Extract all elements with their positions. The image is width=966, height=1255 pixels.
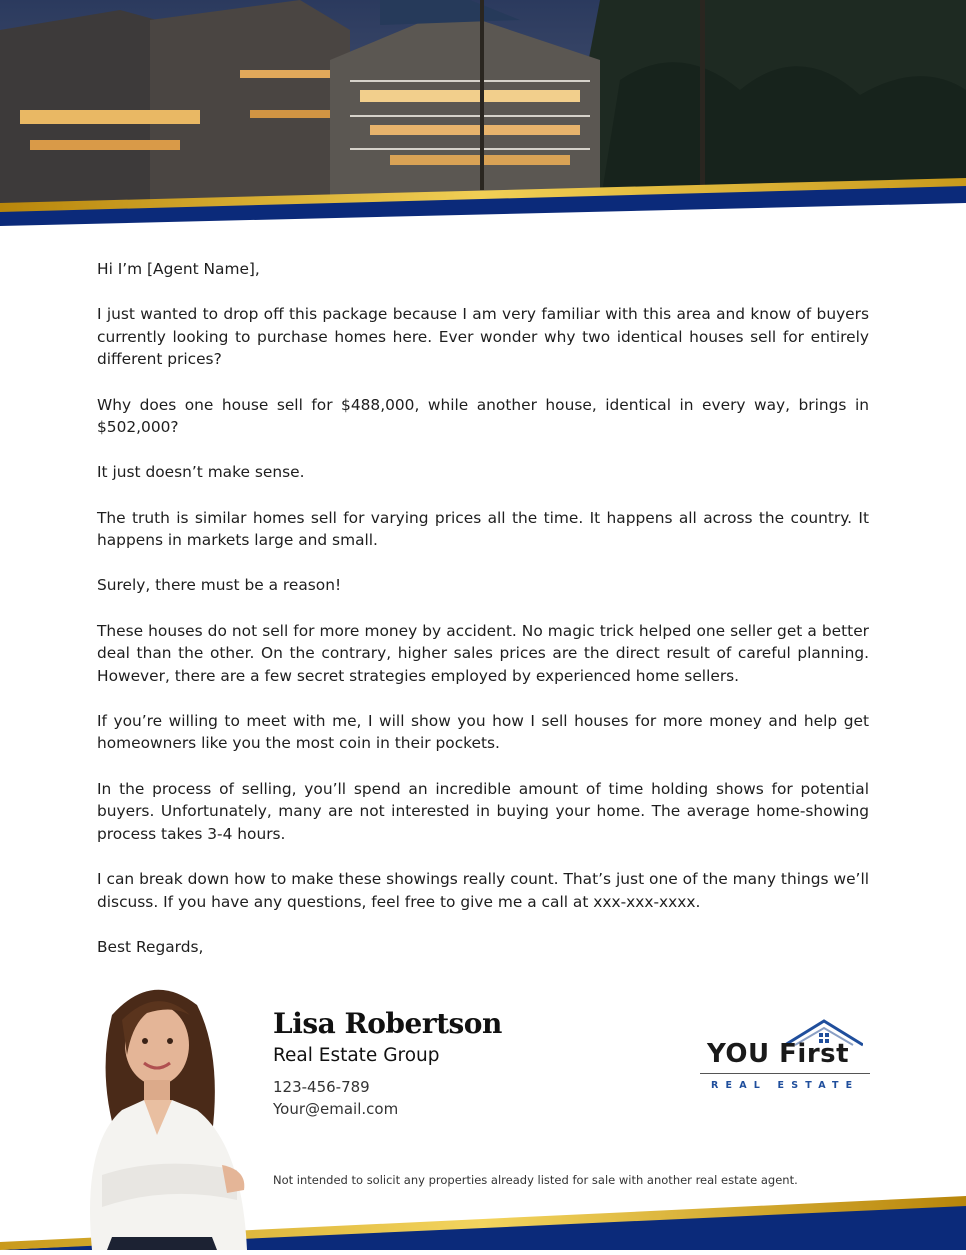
letter-paragraph: The truth is similar homes sell for varying prices all the time. It happens all across the country. It happens in markets large and small. [97,508,869,550]
agent-name: Lisa Robertson [273,1007,502,1040]
header-photo [0,0,966,230]
logo-wordmark: YOU First [707,1039,850,1069]
agent-phone[interactable]: 123-456-789 [273,1078,370,1096]
letter-paragraph: Why does one house sell for $488,000, while another house, identical in every way, brings in $502,000? [97,395,869,437]
letter-paragraph: I just wanted to drop off this package because I am very familiar with this area and know of buyers currently looking to purchase homes here. Ever wonder why two identical houses sell for entirely different prices? [97,305,869,369]
letter-paragraph: I can break down how to make these showings really count. That’s just one of the many things we’ll discuss. If you have any questions, feel free to give me a call at xxx-xxx-xxxx. [97,870,869,911]
logo-divider [700,1073,870,1074]
letter-paragraph: If you’re willing to meet with me, I will show you how I sell houses for more money and help get homeowners like you the most coin in their pockets. [97,711,869,753]
letter-closing: Best Regards, [97,937,204,956]
disclaimer-text: Not intended to solicit any properties already listed for sale with another real estate agent. [273,1173,798,1187]
logo-tagline: REAL ESTATE [711,1080,860,1091]
letter-body [97,258,869,981]
agent-photo [72,975,262,1250]
letter-paragraph: Surely, there must be a reason! [97,576,342,595]
company-logo [700,1015,875,1095]
letter-paragraph: It just doesn’t make sense. [97,463,305,482]
letter-paragraph: In the process of selling, you’ll spend an incredible amount of time holding shows for potential buyers. Unfortunately, many are not interested in buying your home. The average home-showing process takes 3-4 hours. [97,779,869,843]
agent-group: Real Estate Group [273,1045,440,1066]
letter-greeting: Hi I’m [Agent Name], [97,260,260,278]
letter-paragraph: These houses do not sell for more money by accident. No magic trick helped one seller get a better deal than the other. On the contrary, higher sales prices are the direct result of careful planning. However, there are a few secret strategies employed by experienced home sellers. [97,621,869,685]
agent-email[interactable]: Your@email.com [273,1100,399,1118]
